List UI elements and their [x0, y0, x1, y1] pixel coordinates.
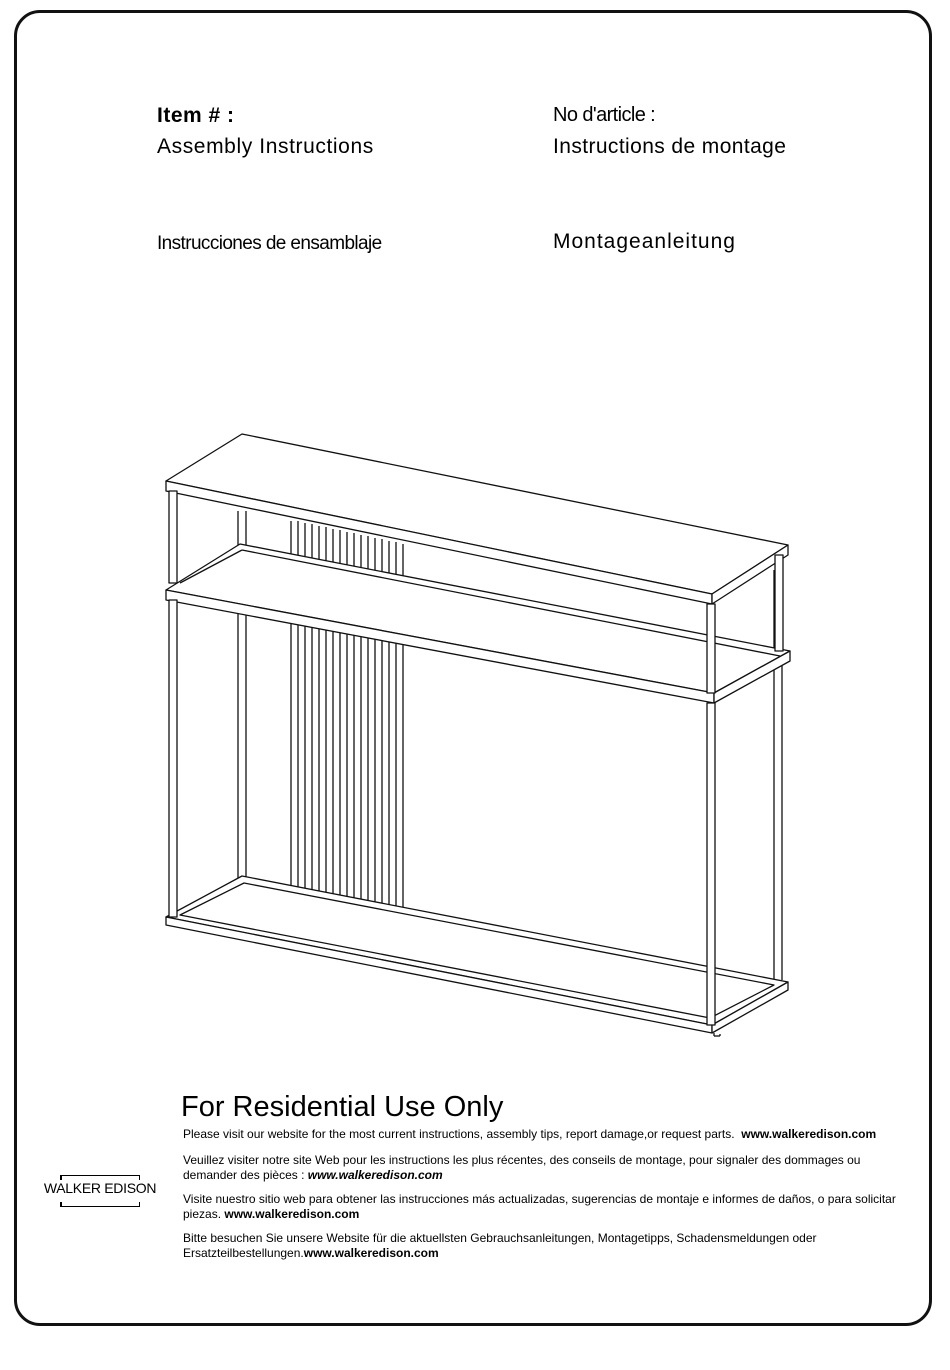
notice-english-text: Please visit our website for the most current instructions, assembly tips, report damage,or request parts. — [183, 1127, 735, 1141]
assembly-instructions-en: Assembly Instructions — [157, 135, 374, 158]
logo-text: WALKER EDISON — [43, 1180, 157, 1196]
bottom-frame — [166, 876, 788, 1036]
item-number-label-fr: No d'article : — [553, 104, 656, 126]
residential-use-title: For Residential Use Only — [181, 1091, 504, 1123]
notice-german-text: Bitte besuchen Sie unsere Website für die aktuellsten Gebrauchsanleitungen, Montagetipps, Schadensmeldungen oder Ersatzteilbestellungen. — [183, 1231, 817, 1260]
logo-bottom-rule — [60, 1206, 140, 1207]
walker-edison-logo — [40, 1175, 160, 1205]
notice-english — [183, 1127, 913, 1142]
item-number-label-en: Item # : — [157, 104, 235, 127]
notice-german — [183, 1231, 913, 1261]
assembly-instructions-es: Instrucciones de ensamblaje — [157, 233, 382, 254]
website-link-es[interactable]: www.walkeredison.com — [224, 1207, 360, 1221]
notice-french-text: Veuillez visiter notre site Web pour les instructions les plus récentes, des conseils de montage, pour signaler des dommages ou demander des pièces : — [183, 1153, 861, 1182]
logo-tick — [139, 1202, 141, 1207]
website-link-fr[interactable]: www.walkeredison.com — [307, 1168, 443, 1182]
website-link-en[interactable]: www.walkeredison.com — [741, 1127, 877, 1141]
notice-spanish — [183, 1192, 913, 1222]
assembly-instructions-fr: Instructions de montage — [553, 135, 787, 158]
logo-top-rule — [60, 1175, 140, 1176]
website-link-de[interactable]: www.walkeredison.com — [303, 1246, 439, 1260]
notice-french — [183, 1153, 913, 1183]
assembly-instructions-de: Montageanleitung — [553, 230, 736, 253]
notice-spanish-text: Visite nuestro sitio web para obtener las instrucciones más actualizadas, sugerencias de montaje e informes de daños, o para solicitar piezas. — [183, 1192, 896, 1221]
logo-tick — [60, 1202, 62, 1207]
